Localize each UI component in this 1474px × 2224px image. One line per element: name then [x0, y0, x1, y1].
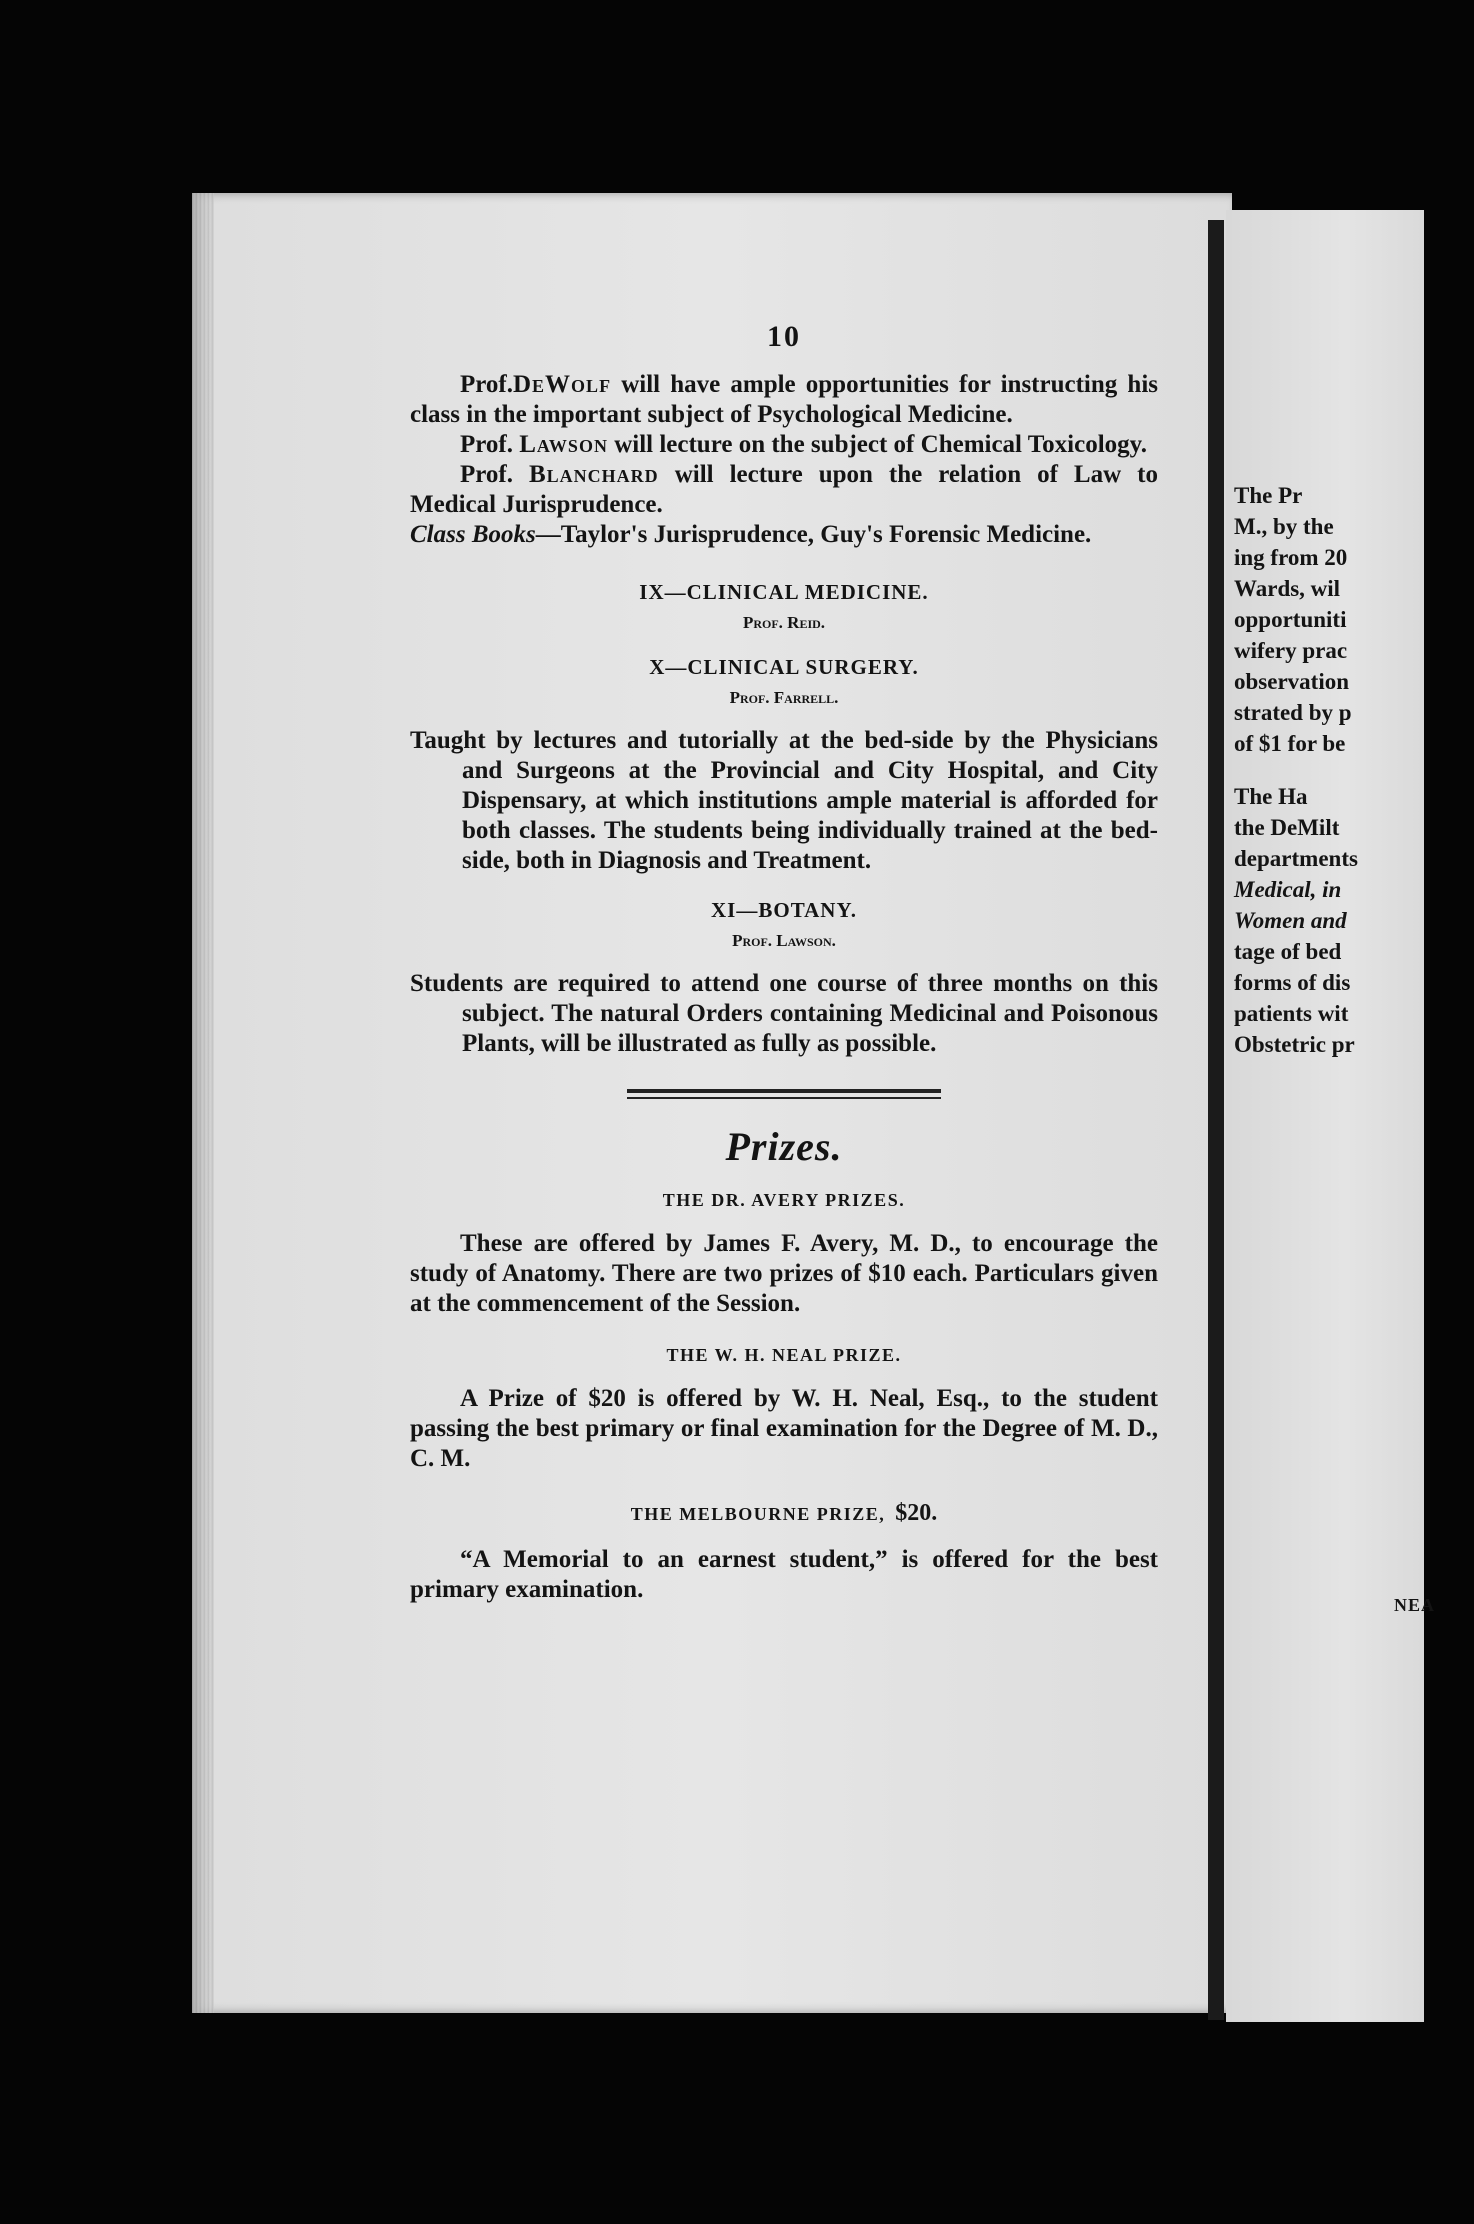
right-line: departments [1234, 846, 1358, 871]
right-page [1226, 210, 1436, 2022]
prize-body: A Prize of $20 is offered by W. H. Neal, Esq., to the student passing the best primary or final examination for the Degree of M. D., C. M. [410, 1385, 1158, 1472]
section-professor: Prof. Farrell. [729, 688, 839, 707]
section-professor: Prof. Reid. [742, 613, 826, 632]
paragraph-blanchard: Prof. Blanchard will lecture upon the relation of Law to Medical Jurisprudence. [410, 461, 1158, 518]
right-line: of $1 for be [1234, 731, 1346, 756]
section-title: XI—BOTANY. [711, 898, 857, 922]
right-line: tage of bed [1234, 939, 1342, 964]
section-body: Students are required to attend one course of three months on this subject. The natural Orders containing Medicinal and Poisonous Plants, will be illustrated as fully as possible. [410, 970, 1158, 1057]
paragraph-dewolf: Prof.DeWolf will have ample opportunities for instructing his class in the important subject of Psychological Medicine. [410, 371, 1158, 428]
section-title: X—CLINICAL SURGERY. [649, 655, 919, 679]
section-body: Taught by lectures and tutorially at the bed-side by the Physicians and Surgeons at the Provincial and City Hospital, and City Dispensary, at which institutions ample material is afforded for both classes. The students being individually trained at the bed-side, both in Diagnosis and Treatment. [410, 727, 1158, 874]
right-line: The Pr [1234, 483, 1303, 508]
section-professor: Prof. Lawson. [732, 931, 836, 950]
right-line: The Ha [1234, 784, 1308, 809]
page-content [410, 320, 1158, 1605]
double-rule [627, 1089, 941, 1093]
right-line: strated by p [1234, 700, 1352, 725]
prize-amount: $20. [895, 1500, 938, 1526]
right-line: Wards, wil [1234, 576, 1341, 601]
prize-title: THE W. H. NEAL PRIZE. [666, 1345, 902, 1365]
right-line: M., by the [1234, 514, 1334, 539]
right-line: patients wit [1234, 1001, 1349, 1026]
right-line: the DeMilt [1234, 815, 1340, 840]
prize-body: “A Memorial to an earnest student,” is offered for the best primary examination. [410, 1546, 1158, 1603]
right-heading: NEA [1394, 1595, 1436, 1615]
right-line: wifery prac [1234, 638, 1348, 663]
prize-title: THE MELBOURNE PRIZE, $20. [630, 1500, 938, 1526]
paragraph-lawson: Prof. Lawson will lecture on the subject of Chemical Toxicology. [460, 431, 1148, 458]
page-gutter [1208, 220, 1224, 2020]
right-line: ing from 20 [1234, 545, 1348, 570]
right-line: Medical, in [1234, 877, 1342, 902]
right-line: opportuniti [1234, 607, 1347, 632]
right-line: observation [1234, 669, 1349, 694]
right-line: Women and [1234, 908, 1347, 933]
prize-title: THE DR. AVERY PRIZES. [662, 1190, 906, 1210]
section-title: IX—CLINICAL MEDICINE. [639, 580, 929, 604]
prizes-heading: Prizes. [725, 1124, 843, 1169]
page-number: 10 [767, 320, 801, 353]
right-line: forms of dis [1234, 970, 1351, 995]
right-line: Obstetric pr [1234, 1032, 1355, 1057]
double-rule-thin [627, 1097, 941, 1099]
prize-body: These are offered by James F. Avery, M. D., to encourage the study of Anatomy. There are two prizes of $10 each. Particulars given at the commencement of the Session. [410, 1230, 1158, 1317]
class-books: Class Books—Taylor's Jurisprudence, Guy's Forensic Medicine. [410, 521, 1092, 548]
right-page-text [1234, 480, 1474, 1615]
